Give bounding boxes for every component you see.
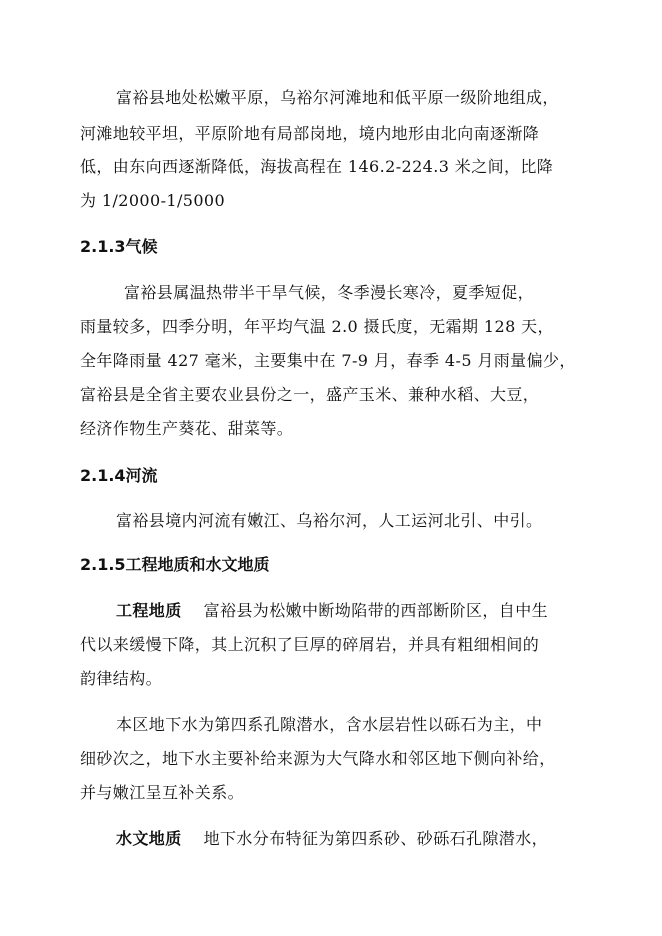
paragraph-rivers-line-1: 富裕县境内河流有嫩江、乌裕尔河，人工运河北引、中引。 xyxy=(116,511,543,530)
paragraph-climate-line-5: 经济作物生产葵花、甜菜等。 xyxy=(80,419,294,438)
section-heading-geology: 2.1.5工程地质和水文地质 xyxy=(80,555,270,574)
paragraph-engineering-geology-line-3: 韵律结构。 xyxy=(80,669,163,688)
paragraph-engineering-geology-line-1 xyxy=(116,601,548,621)
paragraph-terrain-line-3: 低，由东向西逐渐降低，海拔高程在 146.2-224.3 米之间，比降 xyxy=(80,157,554,176)
paragraph-climate-line-4: 富裕县是全省主要农业县份之一，盛产玉米、兼种水稻、大豆， xyxy=(80,385,540,404)
hydrogeology-text: 地下水分布特征为第四系砂、砂砾石孔隙潜水， xyxy=(203,829,549,848)
section-heading-climate: 2.1.3气候 xyxy=(80,237,158,256)
section-heading-rivers: 2.1.4河流 xyxy=(80,466,158,485)
paragraph-groundwater-line-1: 本区地下水为第四系孔隙潜水，含水层岩性以砾石为主，中 xyxy=(116,715,543,734)
hydrogeology-label: 水文地质 xyxy=(116,829,182,848)
paragraph-groundwater-line-2: 细砂次之，地下水主要补给来源为大气降水和邻区地下侧向补给， xyxy=(80,749,556,768)
paragraph-engineering-geology-line-2: 代以来缓慢下降，其上沉积了巨厚的碎屑岩，并具有粗细相间的 xyxy=(80,635,540,654)
paragraph-climate-line-3: 全年降雨量 427 毫米，主要集中在 7-9 月，春季 4-5 月雨量偏少， xyxy=(80,351,576,370)
paragraph-climate-line-2: 雨量较多，四季分明，年平均气温 2.0 摄氏度，无霜期 128 天， xyxy=(80,317,554,336)
paragraph-groundwater-line-3: 并与嫩江呈互补关系。 xyxy=(80,783,245,802)
paragraph-hydrogeology-line-1 xyxy=(116,829,548,849)
engineering-geology-text: 富裕县为松嫩中断坳陷带的西部断阶区，自中生 xyxy=(203,601,549,620)
engineering-geology-label: 工程地质 xyxy=(116,601,182,620)
paragraph-terrain-line-2: 河滩地较平坦，平原阶地有局部岗地，境内地形由北向南逐渐降 xyxy=(80,124,540,143)
paragraph-climate-line-1: 富裕县属温热带半干旱气候，冬季漫长寒冷，夏季短促， xyxy=(124,283,535,302)
paragraph-terrain-line-4: 为 1/2000-1/5000 xyxy=(80,191,226,210)
paragraph-terrain-line-1: 富裕县地处松嫩平原，乌裕尔河滩地和低平原一级阶地组成， xyxy=(116,88,559,107)
